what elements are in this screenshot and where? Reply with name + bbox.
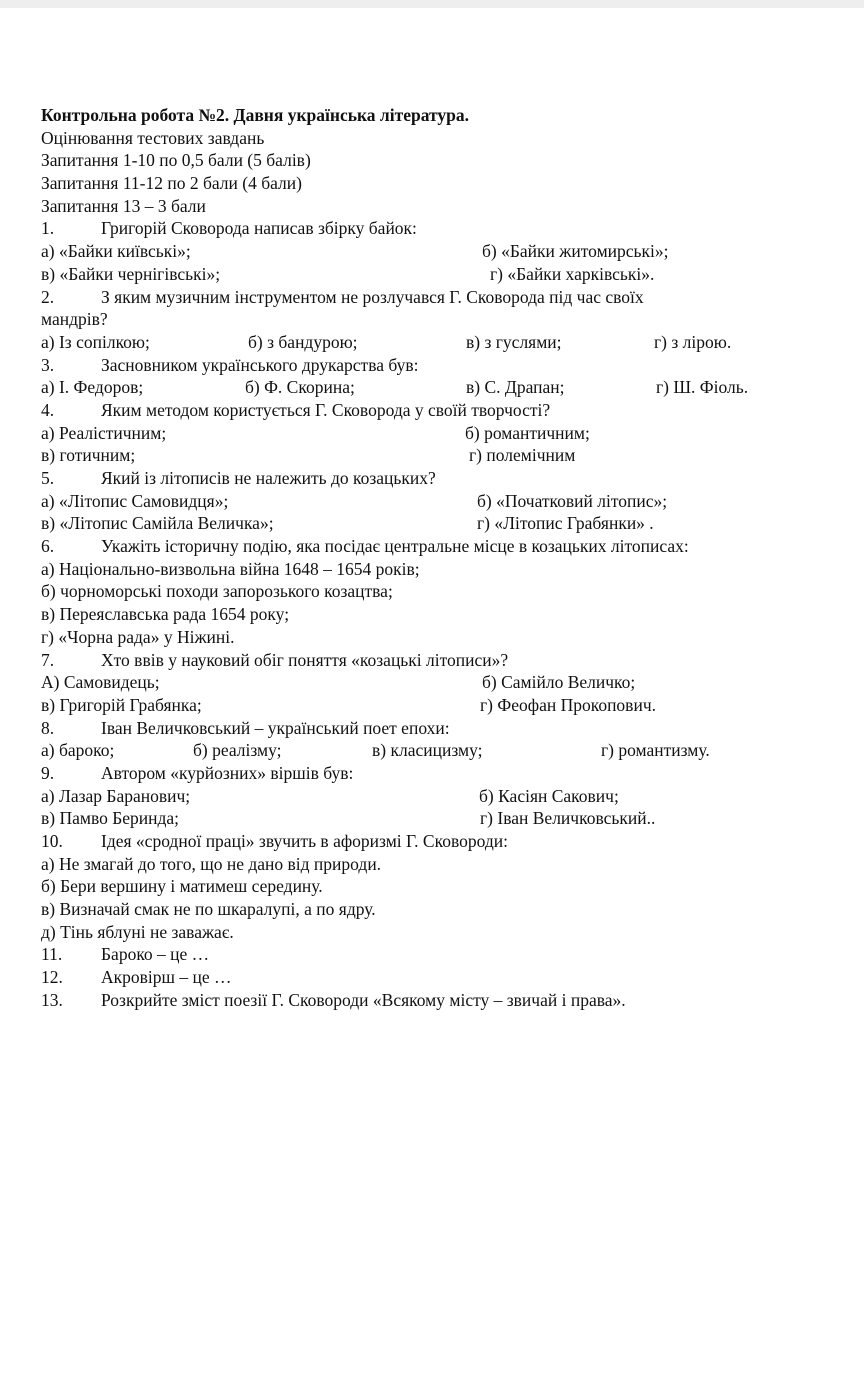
question-number: 2.	[41, 286, 55, 307]
question-number: 9.	[41, 762, 55, 783]
option-d: г) Ш. Фіоль.	[656, 377, 749, 398]
question-number: 10.	[41, 831, 63, 851]
option-d: г) «Літопис Грабянки» .	[477, 513, 654, 534]
grading-line: Запитання 11-12 по 2 бали (4 бали)	[41, 173, 302, 194]
question-6	[41, 535, 821, 558]
question-number: 13.	[41, 989, 63, 1010]
option-d: г) «Чорна рада» у Ніжині.	[41, 626, 235, 647]
question-number: 4.	[41, 399, 55, 420]
question-number: 12.	[41, 967, 63, 988]
option-c: в) Переяславська рада 1654 року;	[41, 604, 290, 625]
option-a: а) Реалістичним;	[41, 422, 167, 443]
option-b: б) Касіян Сакович;	[479, 785, 619, 806]
document-title: Контрольна робота №2. Давня українська література.	[41, 105, 469, 125]
question-text: Розкрийте зміст поезії Г. Сковороди «Всякому місту – звичай і права».	[101, 989, 626, 1010]
options-row	[41, 512, 821, 535]
options-row	[41, 263, 821, 286]
option-a: а) «Літопис Самовидця»;	[41, 490, 229, 511]
option-b: б) Ф. Скорина;	[245, 377, 355, 398]
question-7	[41, 649, 821, 672]
question-number: 6.	[41, 536, 55, 557]
option-a: а) бароко;	[41, 740, 115, 761]
options-row	[41, 422, 821, 445]
option-a: а) Лазар Баранович;	[41, 785, 191, 806]
options-row	[41, 376, 821, 399]
question-11	[41, 943, 821, 966]
option-a: а) Із сопілкою;	[41, 331, 150, 352]
option-b: б) реалізму;	[193, 740, 282, 761]
question-number: 8.	[41, 717, 55, 738]
question-text: Ідея «сродної праці» звучить в афоризмі Г. Сковороди:	[101, 831, 508, 851]
option-b: б) з бандурою;	[248, 331, 358, 352]
question-number: 11.	[41, 944, 63, 965]
option-c: в) Григорій Грабянка;	[41, 694, 202, 715]
option-d: г) романтизму.	[601, 740, 710, 761]
question-number: 3.	[41, 354, 55, 375]
option-b: б) Бери вершину і матимеш середину.	[41, 876, 323, 897]
top-bar	[0, 0, 864, 8]
options-row	[41, 739, 821, 762]
grading-line: Запитання 1-10 по 0,5 бали (5 балів)	[41, 150, 311, 171]
option-a: А) Самовидець;	[41, 672, 160, 693]
options-row	[41, 490, 821, 513]
options-row	[41, 694, 821, 717]
question-8	[41, 717, 821, 740]
question-1	[41, 217, 821, 240]
options-row	[41, 331, 821, 354]
question-text: Іван Величковський – український поет епохи:	[101, 717, 450, 738]
question-5	[41, 467, 821, 490]
option-d: г) «Байки харківські».	[490, 263, 655, 284]
question-text: Григорій Сковорода написав збірку байок:	[101, 218, 417, 239]
option-d: г) Феофан Прокопович.	[480, 694, 656, 715]
option-c: в) Визначай смак не по шкаралупі, а по ядру.	[41, 899, 376, 920]
option-b: б) чорноморські походи запорозького козацтва;	[41, 581, 393, 602]
options-row	[41, 671, 821, 694]
question-text: Укажіть історичну подію, яка посідає центральне місце в козацьких літописах:	[101, 536, 689, 557]
question-12	[41, 966, 821, 989]
question-text: Хто ввів у науковий обіг поняття «козацькі літописи»?	[101, 649, 509, 670]
question-text: Бароко – це …	[101, 944, 210, 965]
option-a: а) І. Федоров;	[41, 377, 144, 398]
question-number: 5.	[41, 468, 55, 488]
question-text: Який із літописів не належить до козацьких?	[101, 468, 436, 488]
options-row	[41, 240, 821, 263]
option-d: г) Іван Величковський..	[480, 808, 656, 829]
option-c: в) з гуслями;	[466, 331, 562, 352]
question-13	[41, 989, 821, 1012]
option-c: в) готичним;	[41, 445, 136, 466]
question-text-continued: мандрів?	[41, 309, 108, 330]
option-b: б) «Початковий літопис»;	[477, 490, 668, 511]
question-9	[41, 762, 821, 785]
option-c: в) «Літопис Самійла Величка»;	[41, 513, 274, 534]
grading-line: Запитання 13 – 3 бали	[41, 195, 206, 216]
grading-heading: Оцінювання тестових завдань	[41, 127, 265, 148]
question-3	[41, 354, 821, 377]
question-10	[41, 830, 821, 853]
question-text: Акровірш – це …	[101, 967, 232, 988]
option-d: г) полемічним	[469, 445, 576, 466]
question-number: 7.	[41, 649, 55, 670]
option-a: а) «Байки київські»;	[41, 241, 191, 262]
options-row	[41, 444, 821, 467]
question-text: Автором «курйозних» віршів був:	[101, 762, 354, 783]
question-text: Яким методом користується Г. Сковорода у своїй творчості?	[101, 399, 551, 420]
options-row	[41, 807, 821, 830]
option-c: в) «Байки чернігівські»;	[41, 263, 221, 284]
question-4	[41, 399, 821, 422]
option-c: в) С. Драпан;	[466, 377, 565, 398]
option-a: а) Не змагай до того, що не дано від природи.	[41, 853, 382, 874]
option-c: в) класицизму;	[372, 740, 483, 761]
option-c: в) Памво Беринда;	[41, 808, 180, 829]
option-a: а) Національно-визвольна війна 1648 – 1654 років;	[41, 558, 420, 579]
question-number: 1.	[41, 218, 55, 239]
document-page	[41, 104, 821, 1012]
option-b: б) «Байки житомирські»;	[482, 241, 669, 262]
question-text: Засновником українського друкарства був:	[101, 354, 419, 375]
option-d: г) з лірою.	[654, 331, 732, 352]
question-text: З яким музичним інструментом не розлучався Г. Сковорода під час своїх	[101, 286, 644, 307]
option-d: д) Тінь яблуні не заважає.	[41, 921, 234, 942]
option-b: б) Самійло Величко;	[482, 672, 636, 693]
options-row	[41, 785, 821, 808]
option-b: б) романтичним;	[465, 422, 590, 443]
question-2	[41, 286, 821, 309]
